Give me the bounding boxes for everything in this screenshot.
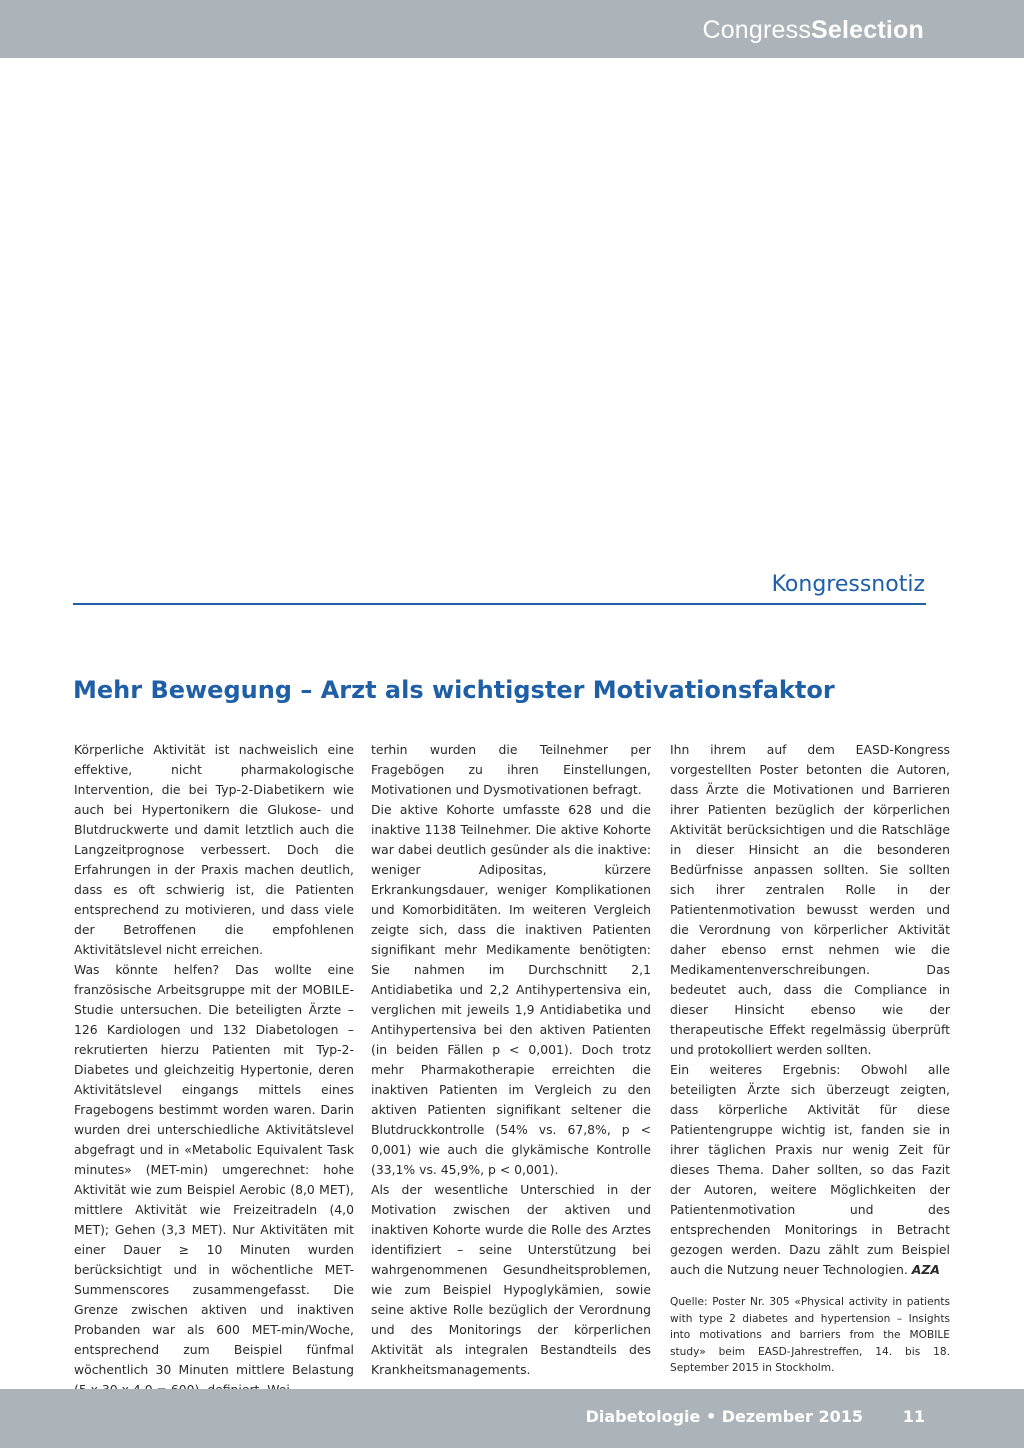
brand-logo [702,16,924,45]
article-title: Mehr Bewegung – Arzt als wichtigster Motivationsfaktor [73,676,835,704]
page-number: 11 [902,1407,925,1426]
paragraph-text: Ein weiteres Ergebnis: Obwohl alle beteiligten Ärzte sich überzeugt zeigten, dass körperliche Aktivität für diese Patientengruppe wichtig ist, fanden sie in ihrer täglichen Praxis nur wenig Zeit für dieses Thema. Daher sollten, so das Fazit der Autoren, weitere Möglichkeiten der Patientenmotivation und des entsprechenden Monitorings in Betracht gezogen werden. Dazu zählt zum Beispiel auch die Nutzung neuer Technologien. [670,1062,950,1277]
article-column-3 [670,740,950,1377]
brand-bold: Selection [811,16,924,44]
paragraph: Als der wesentliche Unterschied in der Motivation zwischen der aktiven und inaktiven Kohorte wurde die Rolle des Arztes identifiziert – seine Unterstützung bei wahrgenommenen Gesundheitsproblemen, wie zum Beispiel Hypoglykämien, sowie seine aktive Rolle bezüglich der Verordnung und des Monitorings der körperlichen Aktivität als integralen Bestandteils des Krankheitsmanagements. [371,1182,651,1377]
paragraph: Was könnte helfen? Das wollte eine französische Arbeitsgruppe mit der MOBILE-Studie untersuchen. Die beteiligten Ärzte – 126 Kardiologen und 132 Diabetologen – rekrutierten hierzu Patienten mit Typ-2-Diabetes und gleichzeitig Hypertonie, deren Aktivitätslevel eingangs mittels eines Fragebogens bestimmt worden waren. Darin wurden drei unterschiedliche Aktivitätslevel abgefragt und in «Metabolic Equivalent Task minutes» (MET-min) umgerechnet: hohe Aktivität wie zum Beispiel Aerobic (8,0 MET), mittlere Aktivität wie Freizeitradeln (4,0 MET); Gehen (3,3 MET). Nur Aktivitäten mit einer Dauer ≥ 10 Minuten wurden berücksichtigt und in wöchentliche MET-Summenscores zusammengefasst. Die Grenze zwischen aktiven und inaktiven Probanden war als 600 MET-min/Woche, entsprechend zum Beispiel fünfmal wöchentlich 30 Minuten mittlere Belastung [74,962,354,1377]
author-signature: AZA [911,1262,940,1277]
header-bar [0,0,1024,58]
section-divider [73,603,926,605]
article-column-1 [74,740,354,1400]
paragraph: terhin wurden die Teilnehmer per Fragebögen zu ihren Einstellungen, Motivationen und Dysmotivationen befragt. [371,742,651,797]
footer-bar [0,1389,1024,1448]
paragraph: Ihn ihrem auf dem EASD-Kongress vorgestellten Poster betonten die Autoren, dass Ärzte die Motivationen und Barrieren ihrer Patienten bezüglich der körperlichen Aktivität berücksichtigen und die Ratschläge in dieser Hinsicht an die besonderen Bedürfnisse anpassen sollten. Sie sollten sich ihrer zentralen Rolle in der Patientenmotivation bewusst werden und die Verordnung von körperlicher Aktivität daher ebenso ernst nehmen wie die Medikamentenverschreibungen. Das bedeutet auch, dass die Compliance in dieser Hinsicht ebenso wie der therapeutische Effekt regelmässig überprüft und protokolliert werden sollten. [670,742,950,1057]
paragraph: Die aktive Kohorte umfasste 628 und die inaktive 1138 Teilnehmer. Die aktive Kohorte war dabei deutlich gesünder als die inaktive: weniger Adipositas, kürzere Erkrankungsdauer, weniger Komplikationen und Komorbiditäten. Im weiteren Vergleich zeigte sich, dass die inaktiven Patienten signifikant mehr Medikamente benötigten: Sie nahmen im Durchschnitt 2,1 Antidiabetika und 2,2 Antihypertensiva ein, verglichen mit jeweils 1,9 Antidiabetika und Antihypertensiva bei den aktiven Patienten (in beiden Fällen p < 0,001). Doch trotz mehr Pharmakotherapie erreichten die inaktiven Patienten im Vergleich zu den aktiven Patienten signifikant seltener die Blutdruckkontrolle (54% vs. 67,8%, p < 0,001) wie auch die glykämische Kontrolle (33,1% vs. 45,9%, p < 0,001). [371,802,651,1177]
paragraph [670,1060,950,1280]
paragraph: Körperliche Aktivität ist nachweislich eine effektive, nicht pharmakologische Intervention, die bei Typ-2-Diabetikern wie auch bei Hypertonikern die Glukose- und Blutdruckwerte und damit letztlich auch die Langzeitprognose verbessert. Doch die Erfahrungen in der Praxis machen deutlich, dass es oft schwierig ist, die Patienten entsprechend zu motivieren, und dass viele der Betroffenen die empfohlenen Aktivitätslevel nicht erreichen. [74,742,354,957]
article-column-2 [371,740,651,1380]
publication-info: Diabetologie • Dezember 2015 [585,1407,863,1426]
section-label: Kongressnotiz [771,572,925,597]
brand-light: Congress [702,16,812,44]
source-note: Quelle: Poster Nr. 305 «Physical activity in patients with type 2 diabetes and hypertension – Insights into motivations and barriers from the MOBILE study» beim EASD-Jahrestreffen, 14. bis 18. September 2015 in Stockholm. [670,1296,950,1374]
